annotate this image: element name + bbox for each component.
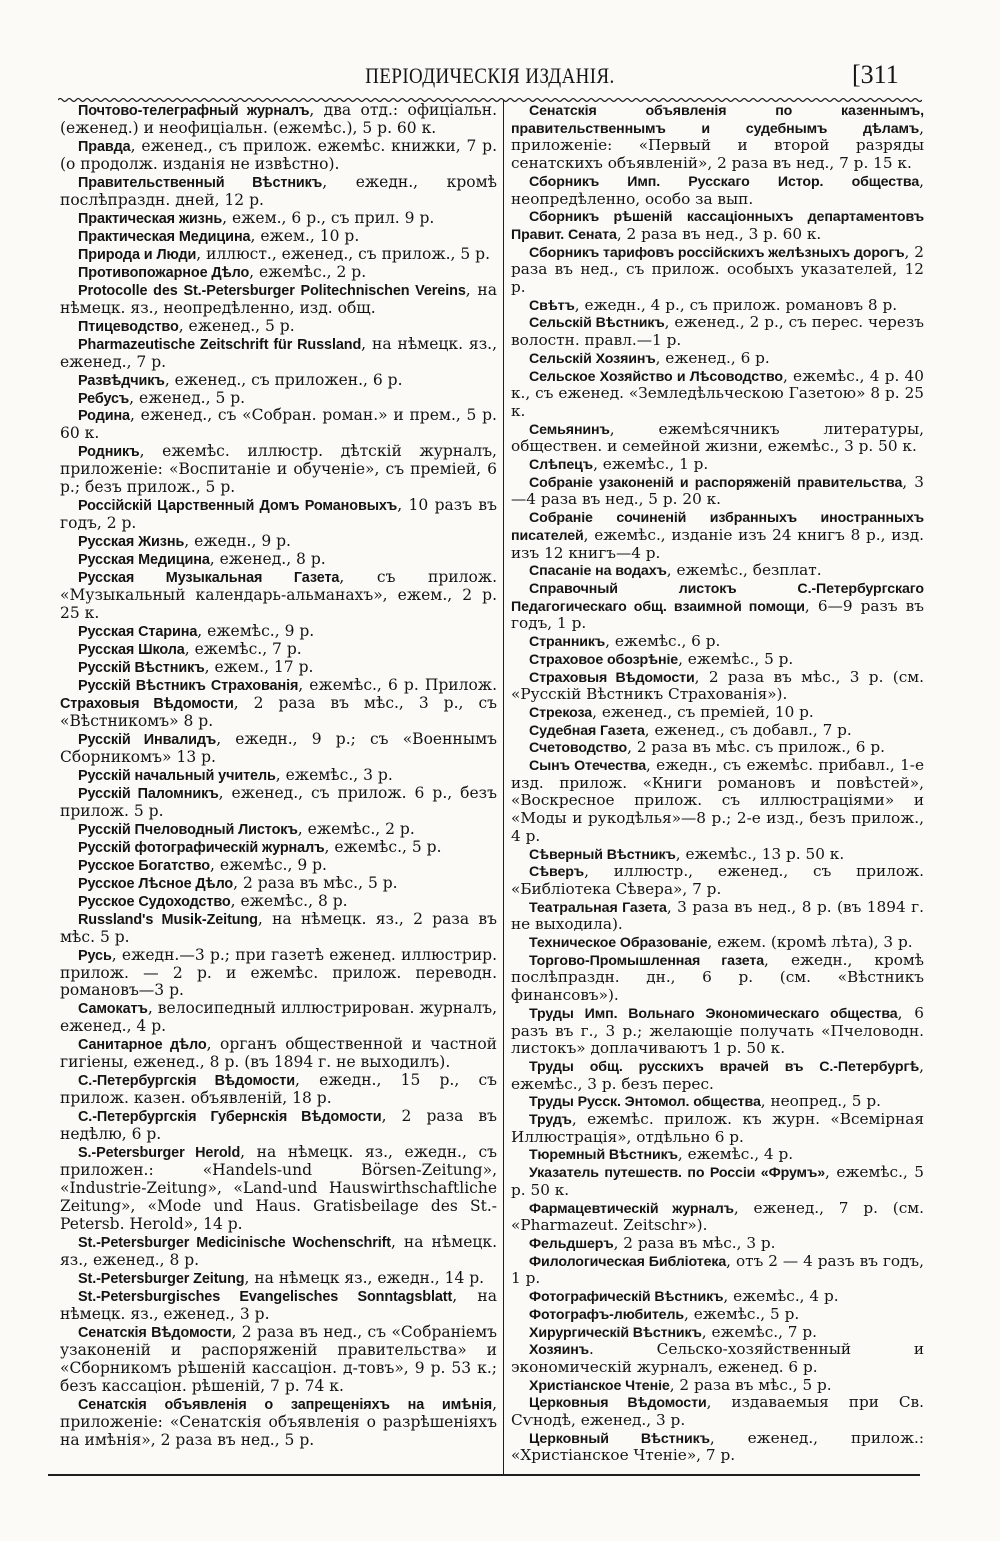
entry-title: Правительственный Вѣстникъ — [78, 174, 323, 191]
entry — [511, 102, 924, 173]
entry-text: , еженед., 2 р., съ перес. черезъ волостн. правл.—1 р. — [511, 313, 925, 350]
entry-text: , ежемѣс., изданіе изъ 24 книгъ 8 р., изд. изъ 12 книгъ—4 р. — [511, 525, 924, 562]
entry-text: , ежемѣс., 7 р. — [184, 640, 302, 659]
entry-title: Сборникъ тарифовъ россійскихъ желѣзныхъ дорогъ — [529, 244, 905, 261]
entry — [511, 1306, 924, 1324]
entry — [511, 704, 924, 722]
entry — [60, 1270, 497, 1288]
entry-title: Русскій Пчеловодный Листокъ — [78, 821, 298, 838]
entry — [511, 1058, 924, 1093]
entry — [60, 785, 497, 821]
entry-title: Страховое обозрѣніе — [529, 651, 679, 668]
page-header-title: ПЕРІОДИЧЕСКІЯ ИЗДАНІЯ. — [365, 63, 615, 88]
entry — [60, 623, 497, 641]
entry-text: , ежедн., 4 р., съ прилож. романовъ 8 р. — [574, 295, 898, 314]
entry-text: , на нѣмецк. яз., ежедн., съ приложен.: «Handels-und Börsen-Zeitung», «Industrie-Zeitung», «Land-und Hauswirthschaftliche Zeitung», «Mode und Haus. Gratisbeilage des St.-Petersb. Herold», 14 р. — [60, 1143, 497, 1234]
entry-text: , 3—4 раза въ нед., 5 р. 20 к. — [511, 472, 924, 509]
entry-title: Русская Школа — [78, 642, 185, 659]
entry — [60, 875, 497, 893]
entry-title: Русскій Паломникъ — [78, 785, 219, 802]
column-divider — [503, 100, 504, 1474]
entry — [511, 669, 924, 704]
entry-title: S.-Petersburger Herold — [78, 1145, 241, 1162]
entry — [60, 821, 497, 839]
entry — [60, 1234, 497, 1270]
entry-title: Филологическая Библіотека — [529, 1253, 727, 1270]
entry-title: Фотографическій Вѣстникъ — [529, 1289, 724, 1306]
entry — [60, 264, 497, 282]
entry-title: Спасаніе на водахъ — [529, 563, 667, 580]
entry-title: Судебная Газета — [529, 722, 645, 739]
entry-text: , ежемѣс., 9 р. — [210, 855, 327, 874]
entry-text: , ежемѣс., 4 р. — [677, 1145, 794, 1164]
entry — [511, 1341, 924, 1376]
entry-text: , на нѣмецк. яз., еженед., 7 р. — [60, 334, 497, 371]
page-number: [311 — [852, 60, 899, 89]
entry-text: , отъ 2 — 4 разъ въ годъ, 1 р. — [511, 1251, 925, 1288]
entry-title: С.-Петербургскія Губернскія Вѣдомости — [78, 1109, 382, 1126]
entry-text: , ежемѣс., 9 р. — [197, 622, 315, 641]
entry — [511, 1200, 924, 1235]
entry — [511, 297, 924, 315]
entry-title: Противопожарное Дѣло — [78, 264, 250, 281]
entry — [511, 173, 924, 208]
entry-text: , 2 раза въ мѣс., 3 р. (см. «Русскій Вѣстникъ Страхованія»). — [511, 667, 924, 704]
entry-text: , ежедн., 9 р. — [184, 532, 291, 551]
entry-text: , ежем., 6 р., съ прил. 9 р. — [222, 208, 435, 227]
entry-title: Сѣверный Вѣстникъ — [529, 846, 676, 863]
entry-text: , ежемѣс., 6 р. — [605, 632, 721, 651]
entry-text: , еженед., съ добавл., 7 р. — [644, 720, 852, 739]
entry-title: Торгово-Промышленная газета — [529, 952, 765, 969]
entry-text: , ежемѣсячникъ литературы, обществен. и семейной жизни, ежемѣс., 3 р. 50 к. — [511, 419, 924, 456]
entry-title: Природа и Люди — [78, 246, 197, 263]
entry — [60, 497, 497, 533]
entry-title: Практическая жизнь — [78, 210, 223, 227]
entry-text: , неопред., 5 р. — [760, 1092, 881, 1111]
entry-title: Собраніе узаконеній и распоряженій правительства — [529, 474, 903, 491]
entry — [511, 580, 924, 633]
right-column — [511, 102, 924, 1465]
entry — [511, 1164, 924, 1199]
entry-text: , на нѣмецк яз., ежедн., 14 р. — [244, 1268, 485, 1287]
entry-title: Труды Имп. Вольнаго Экономическаго общества — [529, 1005, 898, 1022]
entry-text: , на нѣмецк. яз., еженед., 8 р. — [60, 1233, 497, 1269]
entry — [60, 731, 497, 767]
entry — [511, 509, 924, 562]
entry — [511, 633, 924, 651]
entry — [60, 1396, 497, 1450]
entry-title: Родникъ — [78, 444, 140, 461]
entry-title: Трудъ — [529, 1112, 572, 1129]
entry-title: Фотографъ-любитель — [529, 1306, 684, 1323]
entry-text: , 2 раза въ мѣс., 3 р., съ «Вѣстникомъ» 8 р. — [60, 693, 497, 730]
entry-text: , еженед., 5 р. — [178, 316, 295, 335]
entry — [60, 372, 497, 390]
entry — [511, 1253, 924, 1288]
entry — [60, 1144, 497, 1234]
entry-title: Практическая Медицина — [78, 228, 251, 245]
entry — [60, 1324, 497, 1396]
entry-text: , 2 раза въ недѣлю, 6 р. — [60, 1107, 497, 1144]
entry-text: . Сельско-хозяйственный и экономическій журналъ, еженед. 6 р. — [511, 1340, 924, 1376]
entry — [60, 407, 497, 443]
entry — [511, 350, 924, 368]
entry-text: , ежемѣс., 7 р. — [701, 1322, 817, 1341]
entry — [511, 1430, 924, 1465]
entry — [60, 1108, 497, 1144]
entry-title: Русское Богатство — [78, 857, 210, 874]
entry-text: , 2 раза въ нед., съ «Собраніемъ узаконеній и распоряженій правительства» и «Сборникомъ рѣшеній кассаціон. д-товъ», 9 р. 53 к.; безъ кассаціон. рѣшеній, 7 р. 74 к. — [60, 1322, 497, 1395]
entry-title: Христіанское Чтеніе — [529, 1377, 670, 1394]
entry — [60, 893, 497, 911]
entry-title: Родина — [78, 408, 130, 425]
entry-text: , на нѣмецк. яз., 2 раза въ мѣс. 5 р. — [60, 909, 497, 946]
entry-title: Сельскій Хозяинъ — [529, 350, 656, 367]
entry-text: , ежемѣс., 3 р. — [275, 765, 393, 784]
entry-title: Русская Музыкальная Газета — [78, 570, 340, 587]
entry-text: , ежемѣс., 2 р. — [249, 262, 367, 281]
entry-text: , ежедн., 9 р.; съ «Военнымъ Сборникомъ» 13 р. — [60, 729, 497, 766]
entry-text: , еженед., 6 р. — [655, 348, 770, 367]
entry — [60, 443, 497, 497]
entry-title: Сынъ Отечества — [529, 758, 647, 775]
entry-text: , ежемѣс., 5 р. — [324, 837, 442, 856]
entry-text: , ежемѣс., безплат. — [666, 561, 822, 580]
entry-text: , 2 раза въ мѣс., 5 р. — [669, 1375, 832, 1394]
entry-title: St.-Petersburger Zeitung — [78, 1270, 245, 1287]
entry-text: , 2 раза въ мѣс., 5 р. — [233, 873, 398, 892]
entry-title: Protocolle des St.-Petersburger Politechnischen Vereins — [78, 282, 466, 299]
entry-title: Стрекоза — [529, 704, 593, 721]
entry — [60, 551, 497, 569]
entry-text: , велосипедный иллюстрирован. журналъ, еженед., 4 р. — [60, 999, 497, 1036]
entry-text: , органъ общественной и частной гигіены, еженед., 8 р. (въ 1894 г. не выходилъ). — [60, 1035, 497, 1072]
entry-text: , 2 раза въ нед., съ прилож. особыхъ указателей, 12 р. — [511, 242, 924, 297]
entry — [60, 569, 497, 623]
entry-text: , ежедн., 15 р., съ прилож. казен. объявленій, 18 р. — [60, 1071, 498, 1108]
entry — [511, 208, 924, 243]
entry — [511, 1146, 924, 1164]
entry-text: , ежемѣс. иллюстр. дѣтскій журналъ, приложеніе: «Воспитаніе и обученіе», съ преміей, 6 р.; безъ прилож., 5 р. — [60, 442, 497, 497]
entry-text: , ежемѣс., 2 р. — [297, 819, 415, 838]
entry-text: , 3 раза въ нед., 8 р. (въ 1894 г. не выходила). — [511, 897, 924, 934]
entry — [60, 659, 497, 677]
entry-text: , ежемѣс., 6 р. Прилож. — [298, 676, 497, 694]
entry-title: Собраніе сочиненій избранныхъ иностранныхъ писателей — [511, 510, 924, 544]
entry — [511, 651, 924, 669]
entry-title: Русскій Вѣстникъ Страхованія — [78, 678, 299, 694]
entry-title: Техническое Образованіе — [529, 935, 708, 952]
entry — [511, 456, 924, 474]
entry — [511, 739, 924, 757]
entry-title: Сенатскія объявленія по казеннымъ, правительственнымъ и судебнымъ дѣламъ — [511, 103, 924, 137]
entry-title: Развѣдчикъ — [78, 372, 165, 389]
entry-title: Русскій Инвалидъ — [78, 731, 217, 748]
entry — [60, 857, 497, 875]
entry-text: , еженед., 5 р. — [129, 388, 246, 407]
entry-text: , еженед., 8 р. — [209, 550, 326, 569]
entry-title: Санитарное дѣло — [78, 1037, 207, 1054]
entry-text: , ежемѣс., 4 р. 40 к., съ еженед. «Земледѣльческою Газетою» 8 р. 25 к. — [511, 366, 924, 420]
entry-text: , 2 раза въ мѣс., 3 р. — [613, 1234, 776, 1252]
entry-text: , ежем., 17 р. — [204, 658, 314, 677]
entry-title: Русская Медицина — [78, 552, 210, 569]
entry-title: Русскій фотографическій журналъ — [78, 839, 325, 856]
entry — [511, 899, 924, 934]
entry-title: Сельскій Вѣстникъ — [529, 315, 665, 332]
entry — [60, 767, 497, 785]
entry-title: Справочный листокъ С.-Петербургскаго Педагогическаго общ. взаимной помощи — [511, 580, 924, 615]
entry — [60, 641, 497, 659]
entry — [511, 1111, 924, 1146]
entry-title: Птицеводство — [78, 318, 179, 335]
entry-title: Сборникъ рѣшеній кассаціонныхъ департаментовъ Правит. Сената — [511, 209, 924, 243]
entry — [511, 314, 924, 349]
entry — [60, 102, 497, 138]
entry-title: Почтово-телеграфный журналъ — [78, 103, 310, 119]
entry-text: , ежедн., кромѣ послѣпраздн. дн., 6 р. (см. «Вѣстникъ финансовъ»). — [511, 950, 924, 1005]
entry-text: , неопредѣленно, особо за вып. — [511, 171, 924, 208]
entry-text: , еженед., прилож.: «Христіанское Чтеніе», 7 р. — [511, 1428, 924, 1465]
entry — [60, 1036, 497, 1072]
entry-title: Русскій Вѣстникъ — [78, 660, 205, 677]
entry-title: Россійскій Царственный Домъ Романовыхъ — [78, 498, 398, 515]
bottom-rule — [48, 1474, 920, 1476]
entry-title: Слѣпецъ — [529, 457, 594, 474]
entry-title: Russland's Musik-Zeitung — [78, 911, 258, 928]
entry-title: Странникъ — [529, 634, 606, 651]
entry-text: , 6 разъ въ г., 3 р.; желающіе получать «Пчеловодн. листокъ» доплачиваютъ 1 р. 50 к. — [511, 1003, 924, 1058]
entry-title: Труды Русск. Энтомол. общества — [529, 1094, 761, 1111]
entry-title: Церковный Вѣстникъ — [529, 1430, 710, 1447]
entry — [60, 228, 497, 246]
entry — [60, 210, 497, 228]
entry — [60, 533, 497, 551]
entry — [511, 1394, 924, 1429]
entry-text: , приложеніе: «Первый и второй разряды сенатскихъ объявленій», 2 раза въ нед., 7 р. 15 к. — [511, 118, 924, 173]
entry-text: , 2 раза въ нед., 3 р. 60 к. — [616, 224, 822, 243]
entry-title: Хозяинъ — [529, 1342, 590, 1359]
entry — [60, 839, 497, 857]
entry — [511, 1288, 924, 1306]
entry-title: Театральная Газета — [529, 899, 667, 916]
entry-text: , ежемѣс., 5 р. 50 к. — [511, 1163, 924, 1199]
entry-text: , на нѣмецк. яз., неопредѣленно, изд. общ. — [60, 280, 497, 317]
entry — [511, 863, 924, 898]
entry-text: , ежедн.—3 р.; при газетѣ еженед. иллюстрир. прилож. — 2 р. и ежемѣс. прилож. переводн. романовъ—3 р. — [60, 945, 497, 1000]
entry-title: Сельское Хозяйство и Лѣсоводство — [529, 368, 783, 385]
entry-text: , еженед., съ прилож. ежемѣс. книжки, 7 р. (о продолж. изданія не извѣстно). — [60, 136, 497, 173]
entry — [511, 757, 924, 846]
entry — [60, 336, 497, 372]
entry-text: , еженед., съ преміей, 10 р. — [592, 702, 814, 721]
entry-text: , еженед., съ «Собран. роман.» и прем., 5 р. 60 к. — [60, 406, 497, 443]
entry — [511, 562, 924, 580]
entry — [60, 282, 497, 318]
entry-text: , ежедн., кромѣ послѣпраздн. дней, 12 р. — [60, 172, 497, 209]
entry — [511, 1093, 924, 1111]
entry-text: , издаваемыя при Св. Сѵнодѣ, еженед., 3 р. — [511, 1393, 924, 1430]
entry-text: , ежемѣс., 4 р. — [723, 1287, 839, 1306]
entry-title: Русскій начальный учитель — [78, 767, 276, 784]
entry — [60, 318, 497, 336]
entry — [511, 722, 924, 740]
entry — [511, 1005, 924, 1058]
entry-text: , на нѣмецк. яз., еженед., 3 р. — [60, 1286, 497, 1323]
entry-title: Свѣтъ — [529, 297, 575, 314]
entry — [60, 1000, 497, 1036]
entry — [60, 911, 497, 947]
entry-title: Самокатъ — [78, 1001, 148, 1018]
entry-title: Русь — [78, 947, 112, 964]
entry-title: Счетоводство — [529, 740, 628, 757]
entry — [60, 246, 497, 264]
entry-title: Сборникъ Имп. Русскаго Истор. общества — [529, 173, 920, 190]
entry-text: , еженед., съ приложен., 6 р. — [164, 370, 403, 389]
entry-title: Сѣверъ — [529, 864, 585, 881]
entry-title: Страховыя Вѣдомости — [529, 669, 695, 686]
entry-title: Правда — [78, 138, 131, 155]
entry-text: , еженед., 7 р. (см. «Pharmazeut. Zeitschr»). — [511, 1198, 925, 1235]
entry-text: , два отд.: офиціальн. (еженед.) и неофиціальн. (ежемѣс.), 5 р. 60 к. — [60, 101, 497, 137]
entry — [511, 1377, 924, 1395]
entry-text: , ежемѣс., 5 р. — [678, 649, 794, 668]
entry-title: Pharmazeutische Zeitschrift für Russland — [78, 336, 362, 353]
entry — [60, 1072, 497, 1108]
entry — [511, 368, 924, 421]
entry-title: Труды общ. русскихъ врачей въ С.-Петербургѣ — [529, 1058, 920, 1075]
entry-title: Тюремный Вѣстникъ — [529, 1147, 678, 1164]
entry-title: Страховыя Вѣдомости — [60, 695, 234, 712]
entry-text: , ежемѣс., 13 р. 50 к. — [675, 844, 845, 863]
entry-title: Хирургическій Вѣстникъ — [529, 1324, 702, 1341]
entry-text: , иллюстр., еженед., съ прилож. «Библіотека Сѣвера», 7 р. — [511, 862, 924, 898]
entry-text: , ежем. (кромѣ лѣта), 3 р. — [707, 933, 913, 952]
entry-title: Русская Старина — [78, 624, 198, 641]
entry — [60, 1288, 497, 1324]
entry — [60, 174, 497, 210]
entry — [60, 947, 497, 1001]
entry-text: , ежем., 10 р. — [250, 226, 360, 245]
entry-title: Церковныя Вѣдомости — [529, 1395, 707, 1412]
entry-text: , съ прилож. «Музыкальный календарь-альманахъ», ежем., 2 р. 25 к. — [60, 568, 497, 623]
entry — [511, 1235, 924, 1253]
entry — [60, 677, 497, 731]
entry-title: St.-Petersburger Medicinische Wochenschrift — [78, 1235, 391, 1252]
entry-text: , иллюст., еженед., съ прилож., 5 р. — [196, 244, 491, 263]
entry-text: , приложеніе: «Сенатскія объявленія о разрѣшеніяхъ на имѣнія», 2 раза въ нед., 5 р. — [60, 1394, 497, 1449]
entry — [511, 1324, 924, 1342]
entry-text: , ежемѣс., 8 р. — [230, 891, 348, 910]
entry-title: Фельдшеръ — [529, 1236, 614, 1252]
entry-text: , ежемѣс. прилож. къ журн. «Всемірная Иллюстрація», отдѣльно 6 р. — [511, 1110, 924, 1146]
entry-title: Русская Жизнь — [78, 534, 185, 551]
entry — [511, 421, 924, 456]
entry-text: , ежедн., съ ежемѣс. прибавл., 1-е изд. прилож. «Книги романовъ и повѣстей», «Воскресное прилож. съ иллюстраціями» и «Моды и рукодѣлья»—8 р.; 2-е изд., безъ прилож., 4 р. — [511, 756, 924, 845]
entry-title: Фармацевтическій журналъ — [529, 1200, 734, 1217]
entry — [511, 244, 924, 297]
entry-text: , ежемѣс., 1 р. — [593, 455, 709, 474]
entry-title: Ребусъ — [78, 390, 130, 407]
entry-title: Указатель путешеств. по Россіи «Фрумъ» — [529, 1165, 825, 1182]
entry-title: Русское Лѣсное Дѣло — [78, 875, 234, 892]
entry-text: , 2 раза въ мѣс. съ прилож., 6 р. — [627, 738, 885, 757]
entry — [511, 952, 924, 1005]
entry — [511, 474, 924, 509]
entry-text: , ежемѣс., 5 р. — [684, 1304, 800, 1323]
entry — [511, 934, 924, 952]
entry-title: St.-Petersburgisches Evangelisches Sonntagsblatt — [78, 1288, 453, 1305]
entry — [511, 846, 924, 864]
entry — [60, 138, 497, 174]
entry-title: Сенатскія объявленія о запрещеніяхъ на имѣнія — [78, 1396, 493, 1413]
entry — [60, 390, 497, 408]
left-column — [60, 102, 497, 1450]
entry-title: Сенатскія Вѣдомости — [78, 1324, 232, 1341]
entry-title: С.-Петербургскія Вѣдомости — [78, 1073, 295, 1090]
entry-text: , 10 разъ въ годъ, 2 р. — [60, 496, 497, 533]
entry-text: , еженед., съ прилож. 6 р., безъ прилож. 5 р. — [60, 783, 497, 820]
entry-text: , ежемѣс., 3 р. безъ перес. — [511, 1056, 924, 1093]
entry-text: , 6—9 разъ въ годъ, 1 р. — [511, 596, 924, 633]
entry-title: Семьянинъ — [529, 421, 610, 438]
entry-title: Русское Судоходство — [78, 893, 231, 910]
